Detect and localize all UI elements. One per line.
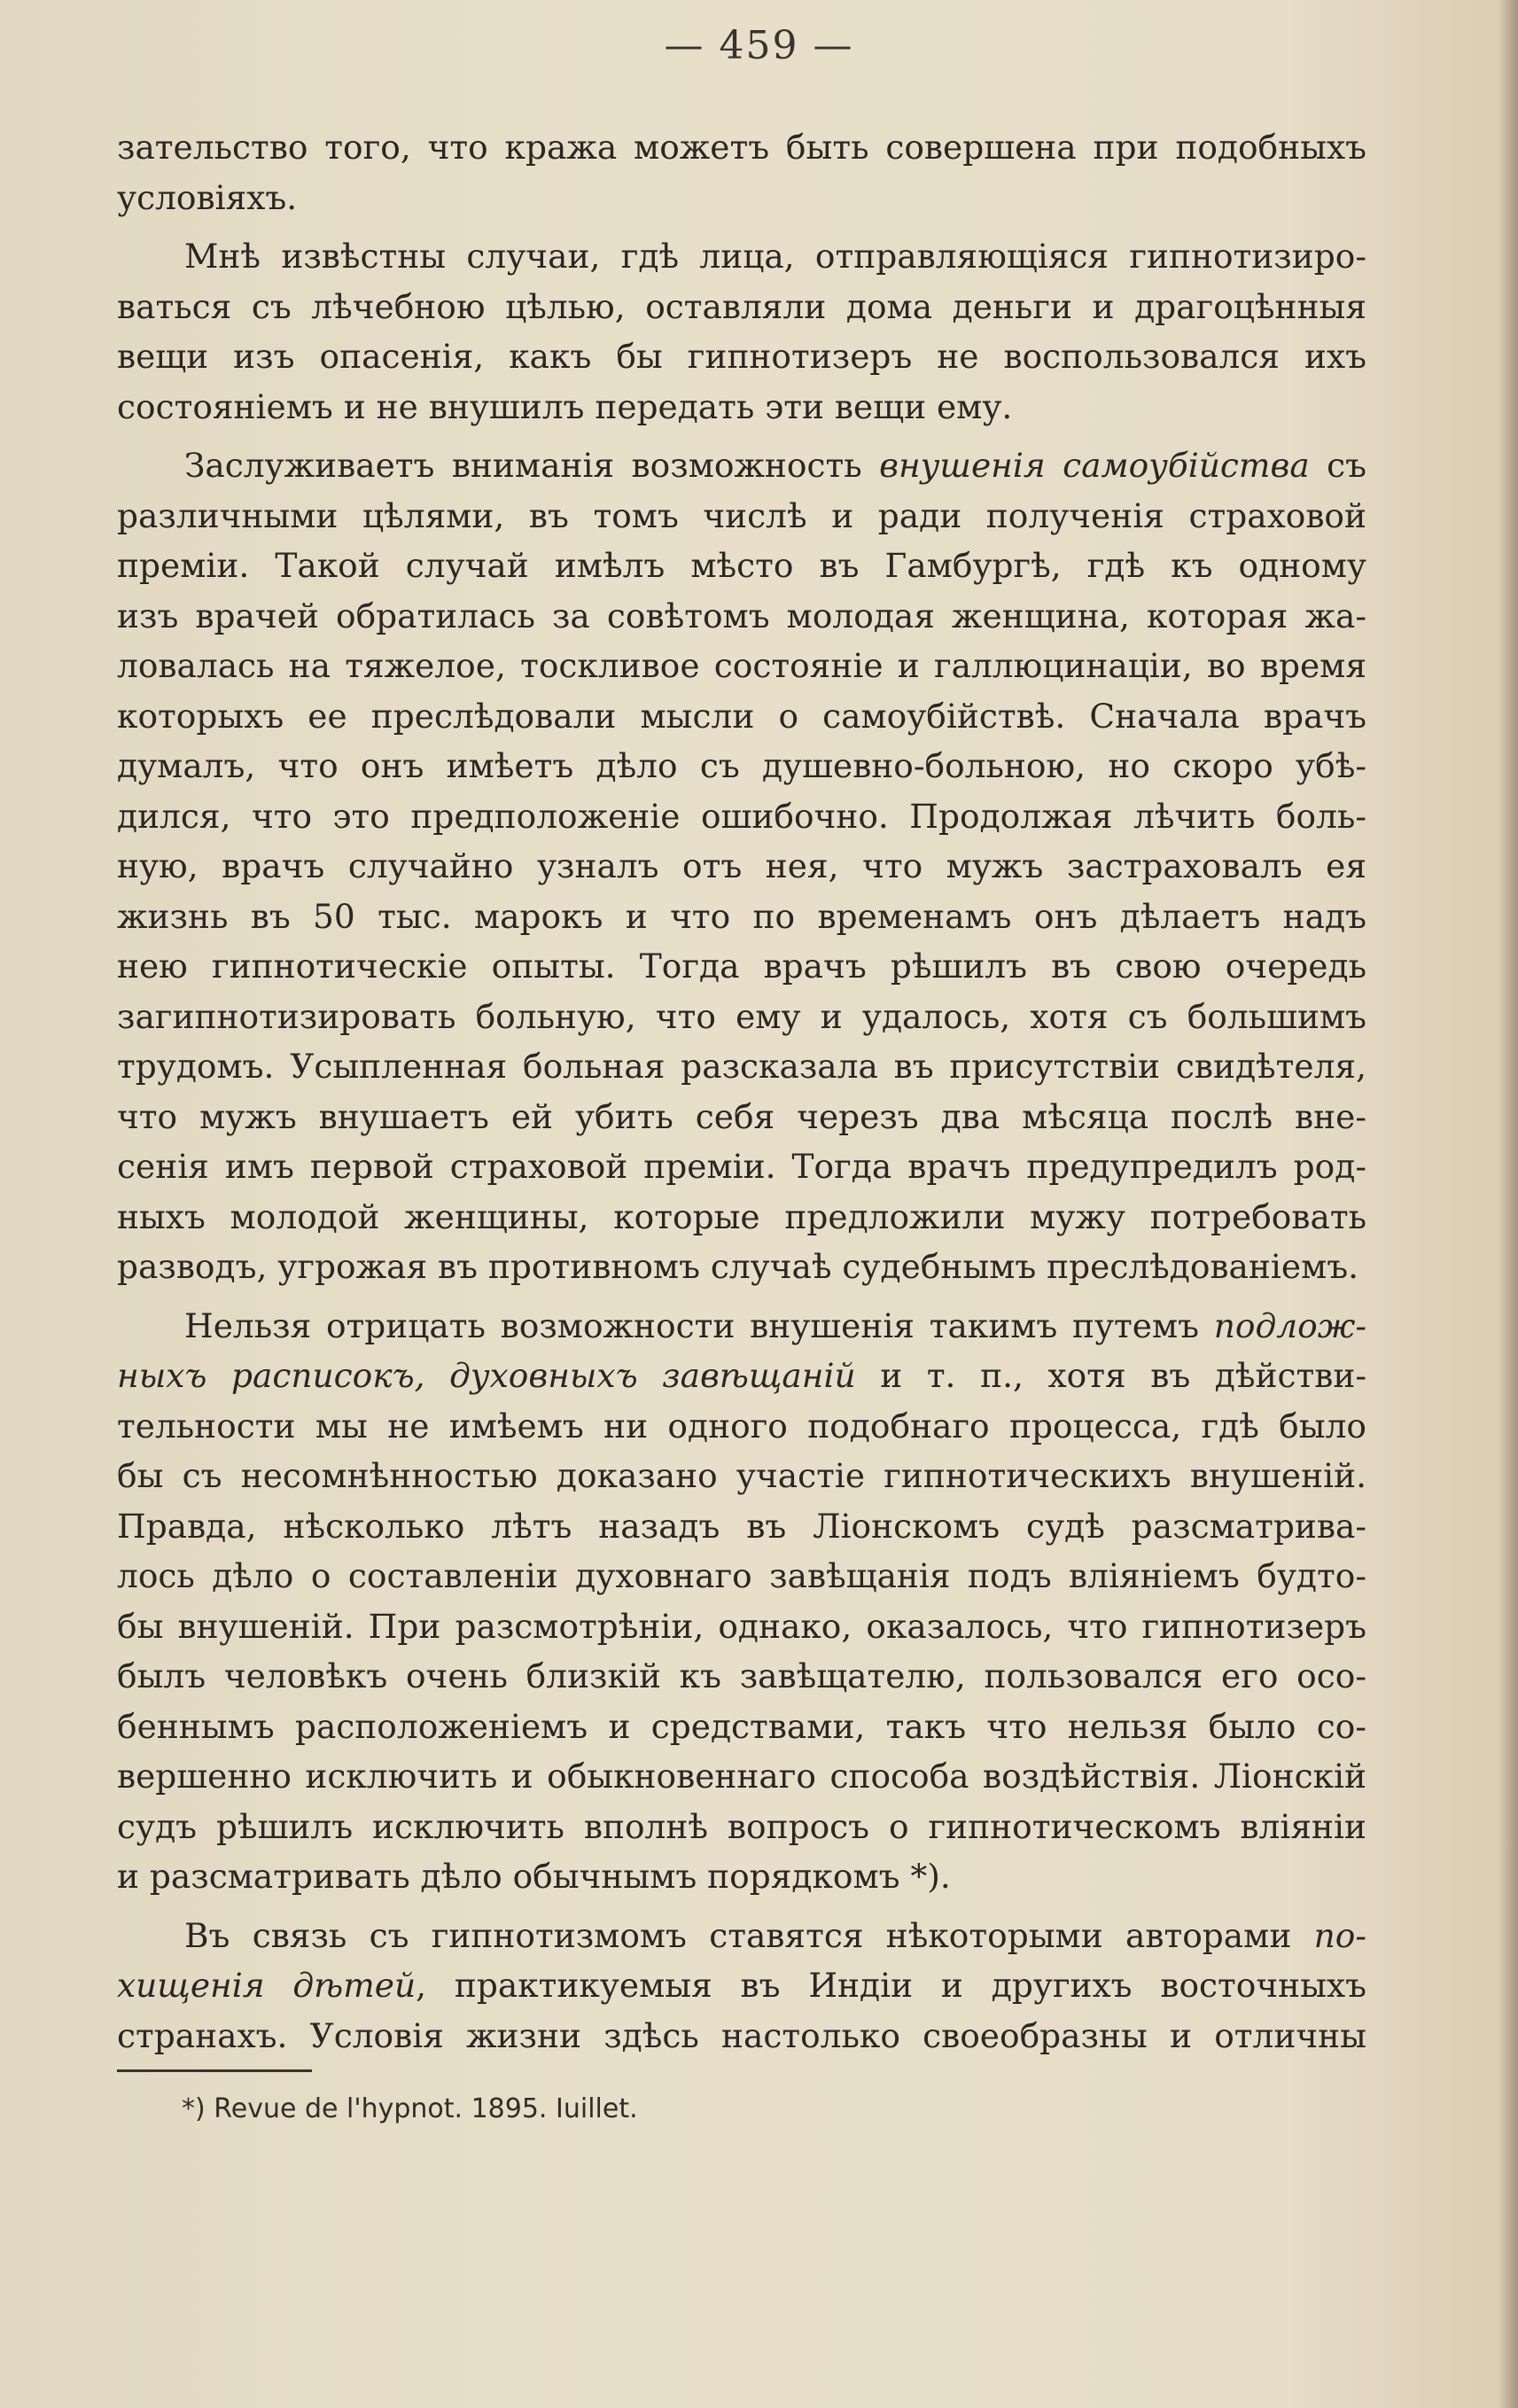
- text-line: [117, 1851, 1366, 1902]
- text-line: [117, 1702, 1366, 1752]
- text-span: ловалась на тяжелое, тоскливое состояніе и галлюцинаціи, во время: [117, 646, 1366, 685]
- text-line: [117, 541, 1366, 591]
- text-span: которыхъ ее преслѣдовали мысли о самоубійствѣ. Сначала врачъ: [117, 696, 1366, 736]
- text-span: вещи изъ опасенія, какъ бы гипнотизеръ не воспользовался ихъ: [117, 337, 1366, 376]
- text-line: [117, 1501, 1366, 1552]
- text-line: [117, 1911, 1366, 1961]
- text-span: былъ человѣкъ очень близкій къ завѣщателю, пользовался его осо-: [117, 1656, 1366, 1695]
- text-line: [117, 440, 1366, 491]
- text-span: ваться съ лѣчебною цѣлью, оставляли дома деньги и драгоцѣнныя: [117, 286, 1366, 326]
- text-span: Заслуживаетъ вниманія возможность: [184, 446, 880, 485]
- text-line: [117, 1092, 1366, 1142]
- text-span: и разсматривать дѣло обычнымъ порядкомъ *).: [117, 1857, 951, 1896]
- text-line: [117, 1351, 1366, 1401]
- text-span: дился, что это предположеніе ошибочно. Продолжая лѣчить боль-: [117, 796, 1366, 836]
- text-span: изъ врачей обратилась за совѣтомъ молодая женщина, которая жа-: [117, 596, 1366, 635]
- italic-text: внушенія самоубійства: [879, 446, 1310, 485]
- text-line: [117, 173, 1366, 223]
- text-span: вершенно исключить и обыкновеннаго способа воздѣйствія. Ліонскій: [117, 1757, 1366, 1796]
- text-line: [117, 1802, 1366, 1852]
- text-line: [117, 331, 1366, 382]
- text-line: [117, 1651, 1366, 1702]
- footnote: *) Revue de l'hypnot. 1895. Iuillet.: [182, 2093, 638, 2124]
- text-line: [117, 1451, 1366, 1501]
- text-span: различными цѣлями, въ томъ числѣ и ради полученія страховой: [117, 495, 1366, 535]
- text-span: бы внушеній. При разсмотрѣніи, однако, оказалось, что гипнотизеръ: [117, 1606, 1366, 1646]
- text-line: [117, 382, 1366, 433]
- text-span: бы съ несомнѣнностью доказано участіе гипнотическихъ внушеній.: [117, 1456, 1366, 1495]
- text-span: нею гипнотическіе опыты. Тогда врачъ рѣшилъ въ свою очередь: [117, 947, 1366, 986]
- text-line: [117, 992, 1366, 1042]
- text-span: сенія имъ первой страховой преміи. Тогда врачъ предупредилъ род-: [117, 1147, 1366, 1186]
- italic-text: по-: [1313, 1915, 1366, 1955]
- italic-text: ныхъ расписокъ, духовныхъ завѣщаній: [117, 1356, 856, 1395]
- text-line: [117, 1601, 1366, 1652]
- text-line: [117, 741, 1366, 791]
- text-span: и т. п., хотя въ дѣйстви-: [855, 1356, 1366, 1395]
- text-line: [117, 1401, 1366, 1452]
- text-line: [117, 641, 1366, 691]
- page-number: — 459 —: [664, 23, 854, 68]
- text-line: [117, 1242, 1366, 1292]
- text-line: [117, 591, 1366, 642]
- text-span: разводъ, угрожая въ противномъ случаѣ судебнымъ преслѣдованіемъ.: [117, 1247, 1359, 1286]
- text-line: [117, 282, 1366, 332]
- text-span: тельности мы не имѣемъ ни одного подобнаго процесса, гдѣ было: [117, 1406, 1366, 1446]
- text-line: [117, 841, 1366, 892]
- page-edge-shadow: [1499, 0, 1518, 2408]
- text-span: лось дѣло о составленіи духовнаго завѣщанія подъ вліяніемъ будто-: [117, 1556, 1366, 1595]
- text-span: Мнѣ извѣстны случаи, гдѣ лица, отправляющіяся гипнотизиро-: [184, 237, 1366, 276]
- text-line: [117, 1142, 1366, 1192]
- text-span: думалъ, что онъ имѣетъ дѣло съ душевно-больною, но скоро убѣ-: [117, 746, 1366, 785]
- text-span: Правда, нѣсколько лѣтъ назадъ въ Ліонскомъ судѣ разсматрива-: [117, 1506, 1366, 1546]
- text-line: [117, 791, 1366, 842]
- text-span: преміи. Такой случай имѣлъ мѣсто въ Гамбургѣ, гдѣ къ одному: [117, 546, 1366, 585]
- text-line: [117, 231, 1366, 282]
- text-span: Нельзя отрицать возможности внушенія такимъ путемъ: [184, 1305, 1214, 1345]
- text-span: условіяхъ.: [117, 177, 298, 217]
- text-line: [117, 1301, 1366, 1352]
- text-span: судъ рѣшилъ исключить вполнѣ вопросъ о гипнотическомъ вліяніи: [117, 1806, 1366, 1846]
- body-text: [117, 122, 1366, 2061]
- text-span: состояніемъ и не внушилъ передать эти вещи ему.: [117, 386, 1013, 426]
- text-line: [117, 892, 1366, 942]
- text-line: [117, 941, 1366, 992]
- text-span: жизнь въ 50 тыс. марокъ и что по временамъ онъ дѣлаетъ надъ: [117, 896, 1366, 936]
- text-span: ную, врачъ случайно узналъ отъ нея, что мужъ застраховалъ ея: [117, 846, 1366, 885]
- italic-text: подлож-: [1213, 1305, 1366, 1345]
- text-span: Въ связь съ гипнотизмомъ ставятся нѣкоторыми авторами: [184, 1915, 1314, 1955]
- footnote-rule: [117, 2069, 312, 2072]
- text-span: что мужъ внушаетъ ей убить себя черезъ два мѣсяца послѣ вне-: [117, 1096, 1366, 1136]
- text-span: , практикуемыя въ Индіи и другихъ восточныхъ: [416, 1966, 1366, 2005]
- text-span: ныхъ молодой женщины, которые предложили мужу потребовать: [117, 1196, 1366, 1236]
- text-line: [117, 491, 1366, 542]
- text-line: [117, 691, 1366, 742]
- text-line: [117, 122, 1366, 173]
- text-span: зательство того, что кража можетъ быть совершена при подобныхъ: [117, 128, 1366, 167]
- text-span: странахъ. Условія жизни здѣсь настолько своеобразны и отличны: [117, 2015, 1366, 2055]
- text-line: [117, 1751, 1366, 1802]
- text-span: беннымъ расположеніемъ и средствами, такъ что нельзя было со-: [117, 1706, 1366, 1746]
- text-span: загипнотизировать больную, что ему и удалось, хотя съ большимъ: [117, 996, 1366, 1036]
- text-span: трудомъ. Усыпленная больная разсказала въ присутствіи свидѣтеля,: [117, 1047, 1366, 1086]
- italic-text: хищенія дѣтей: [117, 1966, 416, 2005]
- text-line: [117, 1551, 1366, 1601]
- text-line: [117, 2011, 1366, 2061]
- text-span: съ: [1309, 446, 1366, 485]
- text-line: [117, 1192, 1366, 1243]
- text-line: [117, 1041, 1366, 1092]
- text-line: [117, 1960, 1366, 2011]
